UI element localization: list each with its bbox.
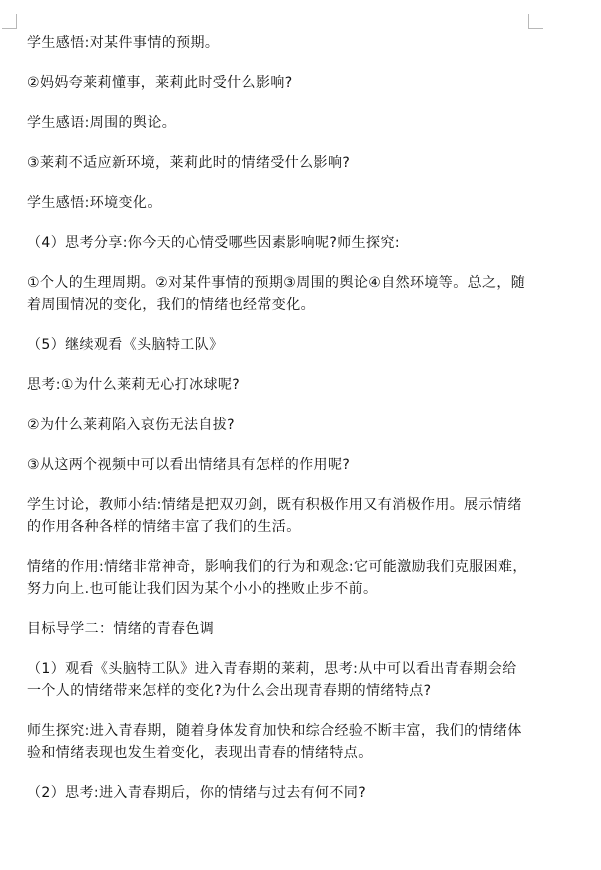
crop-mark-top-right (528, 14, 543, 29)
paragraph: 学生感悟:对某件事情的预期。 (27, 35, 220, 51)
paragraph: 学生讨论，教师小结:情绪是把双刃剑，既有积极作用又有消极作用。展示情绪的作用各种各样的情绪丰富了我们的生活。 (27, 497, 522, 535)
paragraph: （4）思考分享:你今天的心情受哪些因素影响呢?师生探究: (27, 235, 400, 251)
paragraph: ①个人的生理周期。②对某件事情的预期③周围的舆论④自然环境等。总之，随着周围情况的变化，我们的情绪也经常变化。 (27, 275, 526, 313)
paragraph: 思考:①为什么莱莉无心打冰球呢? (27, 377, 241, 393)
paragraph: ③从这两个视频中可以看出情绪具有怎样的作用呢? (27, 457, 351, 473)
paragraph: 师生探究:进入青春期，随着身体发育加快和综合经验不断丰富，我们的情绪体验和情绪表现也发生着变化，表现出青春的情绪特点。 (27, 723, 522, 761)
paragraph: （5）继续观看《头脑特工队》 (27, 337, 224, 353)
paragraph: （2）思考:进入青春期后，你的情绪与过去有何不同? (27, 785, 367, 801)
section-heading: 目标导学二：情绪的青春色调 (27, 621, 215, 637)
paragraph: 学生感语:周围的舆论。 (27, 115, 177, 131)
document-body (27, 32, 527, 822)
paragraph: （1）观看《头脑特工队》进入青春期的莱莉，思考:从中可以看出青春期会给一个人的情绪带来怎样的变化?为什么会出现青春期的情绪特点? (27, 661, 517, 699)
paragraph: 学生感悟:环境变化。 (27, 195, 162, 211)
paragraph: ②妈妈夸莱莉懂事，莱莉此时受什么影响? (27, 75, 293, 91)
paragraph: 情绪的作用:情绪非常神奇，影响我们的行为和观念:它可能激励我们克服困难，努力向上.也可能让我们因为某个小小的挫败止步不前。 (27, 559, 527, 597)
paragraph: ③莱莉不适应新环境，莱莉此时的情绪受什么影响? (27, 155, 351, 171)
paragraph: ②为什么莱莉陷入哀伤无法自拔? (27, 417, 235, 433)
crop-mark-top-left (2, 14, 17, 29)
